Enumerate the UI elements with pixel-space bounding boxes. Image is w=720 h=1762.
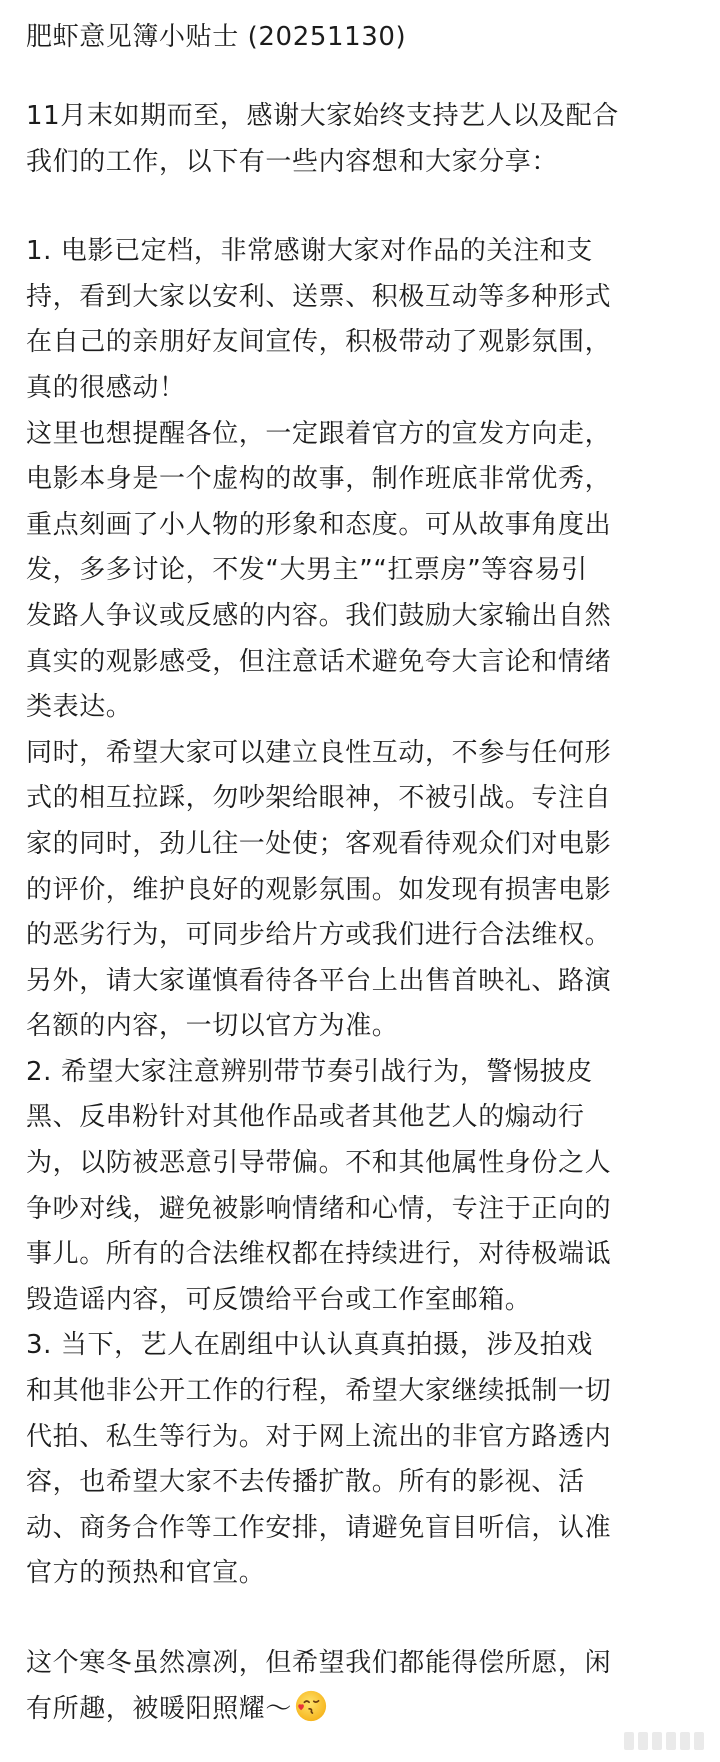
text-line: 这个寒冬虽然凛冽，但希望我们都能得偿所愿，闲	[26, 1648, 612, 1678]
paragraph-gap	[26, 185, 706, 229]
document-title: 肥虾意见簿小贴士 (20251130)	[26, 22, 407, 52]
text-line: 毁造谣内容，可反馈给平台或工作室邮箱。	[26, 1284, 532, 1315]
text-line: 动、商务合作等工作安排，请避免盲目听信，认准	[26, 1512, 612, 1543]
text-line: 3. 当下，艺人在剧组中认认真真拍摄，涉及拍戏	[26, 1330, 593, 1361]
text-line: 我们的工作，以下有一些内容想和大家分享：	[26, 146, 559, 177]
document	[26, 14, 706, 1732]
closing-text: 有所趣，被暖阳照耀～	[26, 1693, 293, 1724]
text-line: 家的同时，劲儿往一处使；客观看待观众们对电影	[26, 828, 612, 859]
text-line: 11月末如期而至，感谢大家始终支持艺人以及配合	[26, 101, 619, 131]
text-line: 1. 电影已定档，非常感谢大家对作品的关注和支	[26, 236, 593, 267]
text-line: 真的很感动！	[26, 372, 186, 403]
text-line: 事儿。所有的合法维权都在持续进行，对待极端诋	[26, 1239, 612, 1270]
text-line: 名额的内容，一切以官方为准。	[26, 1011, 399, 1042]
paragraph-gap	[26, 1597, 706, 1641]
text-line: 持，看到大家以安利、送票、积极互动等多种形式	[26, 281, 612, 312]
text-line: 的恶劣行为，可同步给片方或我们进行合法维权。	[26, 920, 612, 951]
closing-paragraph	[26, 1641, 706, 1732]
text-line: 电影本身是一个虚构的故事，制作班底非常优秀，	[26, 464, 612, 495]
text-line: 黑、反串粉针对其他作品或者其他艺人的煽动行	[26, 1102, 585, 1133]
text-line: 2. 希望大家注意辨别带节奏引战行为，警惕披皮	[26, 1056, 593, 1087]
text-line: 为，以防被恶意引导带偏。不和其他属性身份之人	[26, 1148, 612, 1179]
kissing-face-with-heart-icon	[294, 1689, 328, 1723]
text-line: 和其他非公开工作的行程，希望大家继续抵制一切	[26, 1376, 612, 1407]
text-line: 式的相互拉踩，勿吵架给眼神，不被引战。专注自	[26, 783, 612, 814]
text-line	[26, 1687, 706, 1733]
text-line: 代拍、私生等行为。对于网上流出的非官方路透内	[26, 1421, 612, 1452]
text-line: 真实的观影感受，但注意话术避免夸大言论和情绪	[26, 646, 612, 677]
text-line: 在自己的亲朋好友间宣传，积极带动了观影氛围，	[26, 327, 612, 358]
text-line: 发路人争议或反感的内容。我们鼓励大家输出自然	[26, 600, 612, 631]
text-line: 重点刻画了小人物的形象和态度。可从故事角度出	[26, 509, 612, 540]
text-line: 这里也想提醒各位，一定跟着官方的宣发方向走，	[26, 418, 612, 449]
intro-paragraph	[26, 94, 706, 185]
text-line: 类表达。	[26, 692, 133, 723]
body-section	[26, 229, 706, 1597]
text-line: 的评价，维护良好的观影氛围。如发现有损害电影	[26, 874, 612, 905]
text-line: 官方的预热和官宣。	[26, 1558, 266, 1589]
text-line: 另外，请大家谨慎看待各平台上出售首映礼、路演	[26, 965, 612, 996]
text-line: 容，也希望大家不去传播扩散。所有的影视、活	[26, 1467, 585, 1498]
watermark-logo	[624, 1730, 704, 1752]
text-line: 争吵对线，避免被影响情绪和心情，专注于正向的	[26, 1193, 612, 1224]
text-line: 发，多多讨论，不发“大男主”“扛票房”等容易引	[26, 555, 588, 586]
text-line: 同时，希望大家可以建立良性互动，不参与任何形	[26, 737, 612, 768]
